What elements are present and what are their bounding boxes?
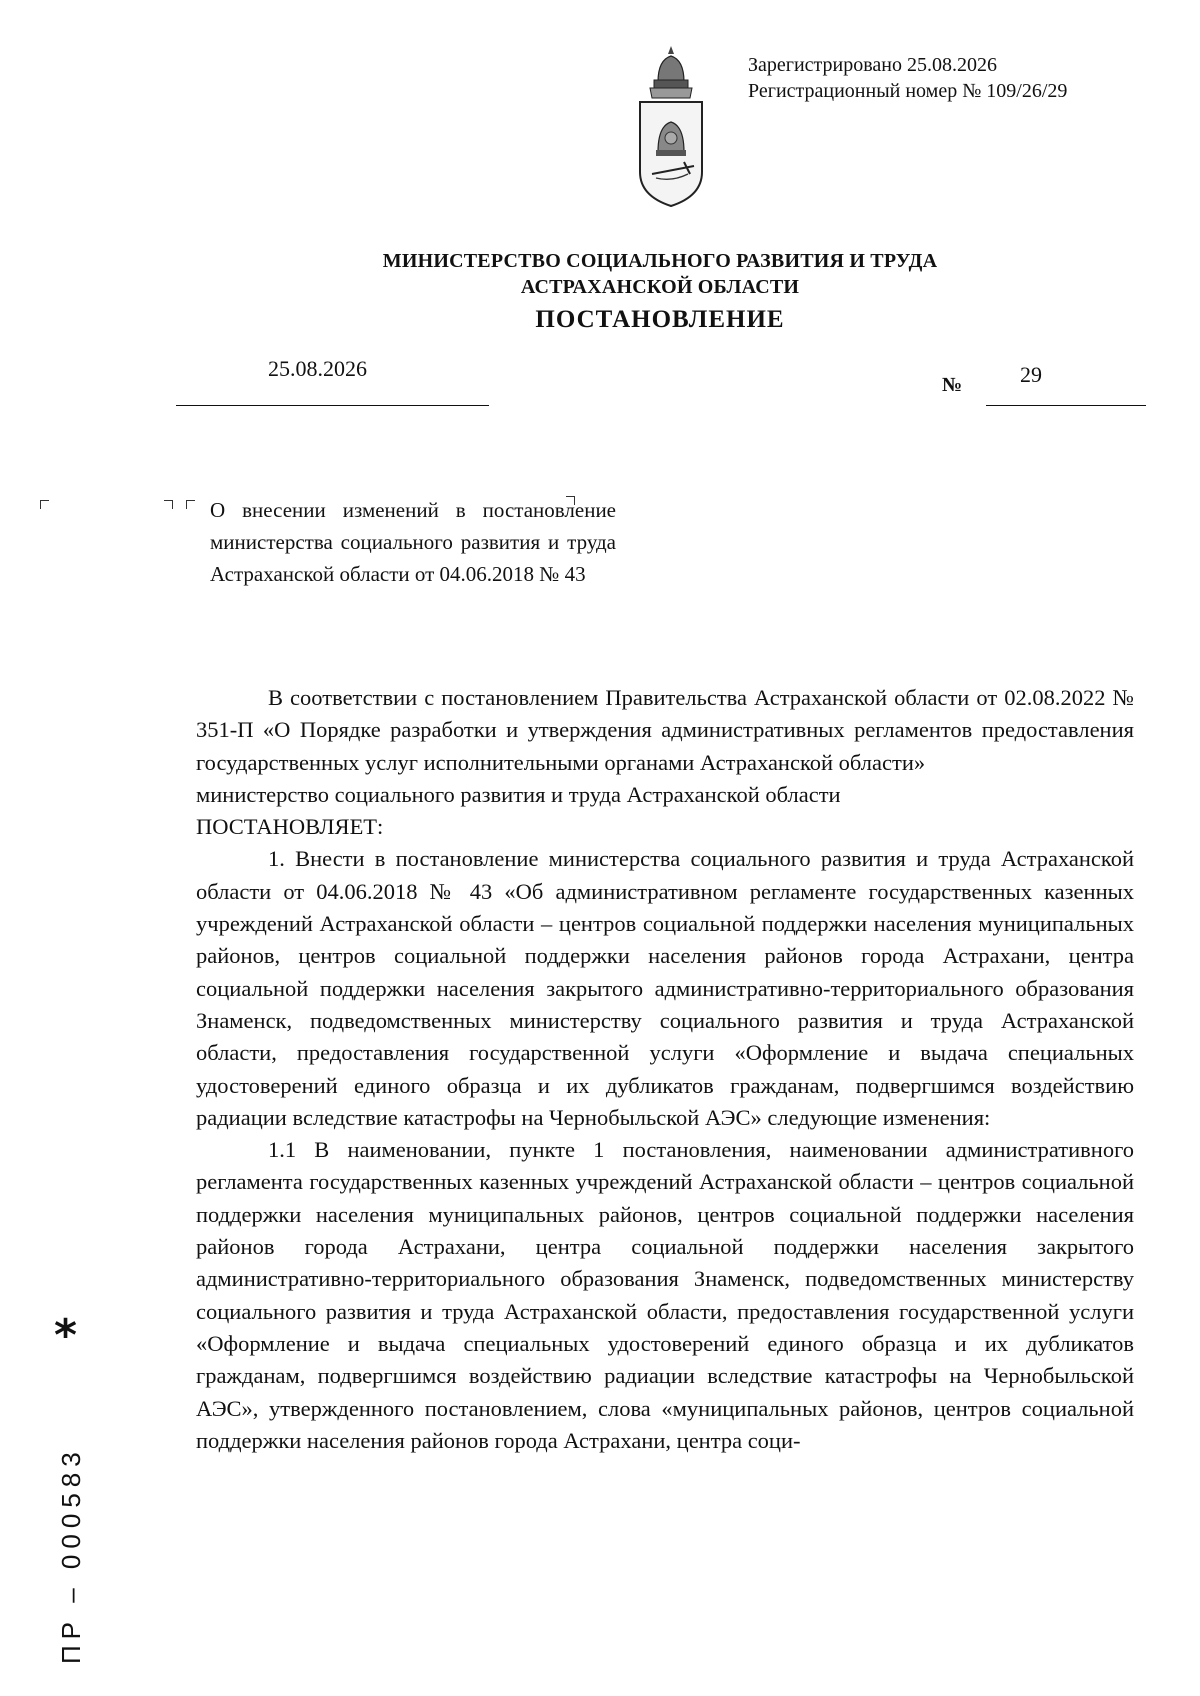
resolves-line: ПОСТАНОВЛЯЕТ: xyxy=(196,814,384,840)
corner-mark xyxy=(186,500,195,509)
document-body xyxy=(196,682,1134,1457)
registration-date: Зарегистрировано 25.08.2026 xyxy=(748,54,998,76)
document-subject: О внесении изменений в постановление министерства социального развития и труда Астраханской области от 04.06.2018 № 43 xyxy=(210,498,616,586)
corner-mark xyxy=(164,500,173,509)
corner-mark xyxy=(40,500,49,509)
ministry-name-line1: МИНИСТЕРСТВО СОЦИАЛЬНОГО РАЗВИТИЯ И ТРУДА xyxy=(382,250,938,272)
ministry-name-line2: АСТРАХАНСКОЙ ОБЛАСТИ xyxy=(520,276,800,298)
item-1-paragraph: 1. Внести в постановление министерства социального развития и труда Астраханской области от 04.06.2018 № 43 «Об административном регламенте государственных казенных учреждений Астраханской области – центров социальной поддержки населения муниципальных районов, центров социальной поддержки населения районов города Астрахани, центра социальной поддержки населения закрытого административно-территориального образования Знаменск, подведомственных министерству социального развития и труда Астраханской области, предоставления государственной услуги «Оформление и выдача специальных удостоверений единого образца и их дубликатов гражданам, подвергшимся воздействию радиации вследствие катастрофы на Чернобыльской АЭС» следующие изменения: xyxy=(196,846,1134,1130)
ministry-line: министерство социального развития и труда Астраханской области xyxy=(196,781,841,807)
number-underline xyxy=(986,405,1146,406)
number-sign: № xyxy=(942,374,963,396)
coat-of-arms-icon xyxy=(628,42,714,212)
date-underline xyxy=(176,405,489,406)
preamble-paragraph: В соответствии с постановлением Правительства Астраханской области от 02.08.2022 № 351-П «О Порядке разработки и утверждения административных регламентов предоставления государственных услуг исполнительными органами Астраханской области» xyxy=(196,685,1134,775)
registration-block xyxy=(748,52,1067,104)
asterisk-mark: * xyxy=(54,1310,78,1361)
document-date: 25.08.2026 xyxy=(268,356,367,381)
document-number: 29 xyxy=(1020,362,1042,387)
item-1-1-paragraph: 1.1 В наименовании, пункте 1 постановления, наименовании административного регламента государственных казенных учреждений Астраханской области – центров социальной поддержки населения муниципальных районов, центров социальной поддержки населения районов города Астрахани, центра социальной поддержки населения закрытого административно-территориального образования Знаменск, подведомственных министерству социального развития и труда Астраханской области, предоставления государственной услуги «Оформление и выдача специальных удостоверений единого образца и их дубликатов гражданам, подвергшимся воздействию радиации вследствие катастрофы на Чернобыльской АЭС», утвержденного постановлением, слова «муниципальных районов, центров социальной поддержки населения районов города Астрахани, центра соци- xyxy=(196,1137,1134,1453)
document-code-vertical: ПР – 000583 xyxy=(56,1446,86,1664)
registration-number: Регистрационный номер № 109/26/29 xyxy=(748,80,1068,102)
document-type-title: ПОСТАНОВЛЕНИЕ xyxy=(535,306,785,333)
